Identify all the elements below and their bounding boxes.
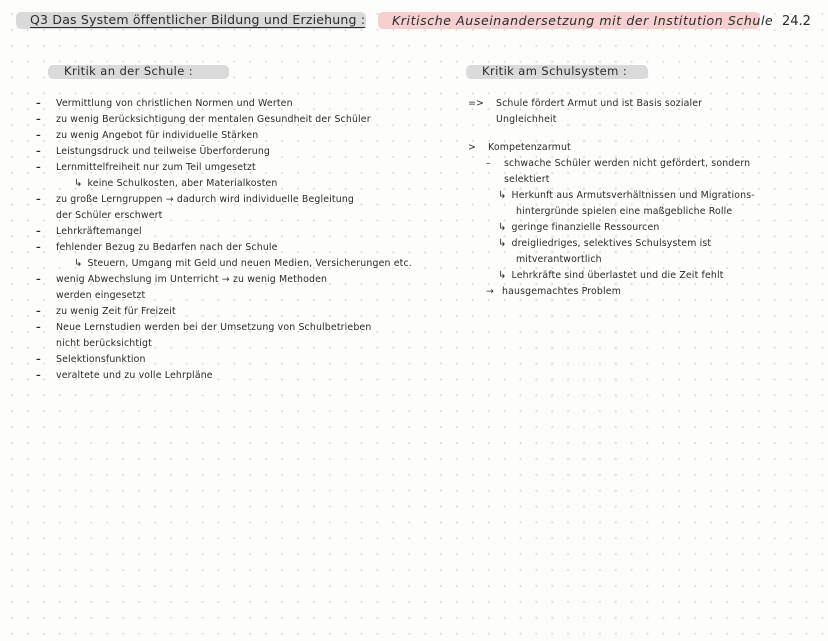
list-item: – zu wenig Berücksichtigung der mentalen Gesundheit der Schüler	[36, 114, 371, 125]
list-subitem: ↳ keine Schulkosten, aber Materialkosten	[74, 178, 278, 189]
arrow-right-icon: →	[486, 286, 495, 297]
intro-line: => Schule fördert Armut und ist Basis sozialer	[468, 96, 818, 112]
conclusion-line: → hausgemachtes Problem	[468, 284, 818, 300]
list-item: – zu große Lerngruppen → dadurch wird individuelle Begleitung	[36, 194, 355, 205]
page-date: 24.2	[782, 14, 811, 29]
page-topic: Kritische Auseinandersetzung mit der Institution Schule	[392, 13, 774, 28]
return-arrow-icon: ↳	[498, 222, 507, 233]
detail-item: ↳ geringe finanzielle Ressourcen	[498, 222, 660, 233]
sub-point-continuation: selektiert	[504, 174, 550, 185]
list-continuation: der Schüler erschwert	[56, 210, 163, 221]
list-item: – Leistungsdruck und teilweise Überforderung	[36, 146, 271, 157]
return-arrow-icon: ↳	[74, 178, 83, 189]
list-item: – Neue Lernstudien werden bei der Umsetzung von Schulbetrieben	[36, 322, 372, 333]
list-item: – zu wenig Zeit für Freizeit	[36, 306, 176, 317]
detail-continuation: mitverantwortlich	[516, 254, 602, 265]
double-arrow-icon: =>	[468, 98, 485, 109]
detail-item: ↳ dreigliedriges, selektives Schulsystem ist	[498, 238, 712, 249]
list-item: – Lernmittelfreiheit nur zum Teil umgesetzt	[36, 162, 256, 173]
list-continuation: nicht berücksichtigt	[56, 338, 152, 349]
page-title: Q3 Das System öffentlicher Bildung und Erziehung :	[30, 12, 366, 27]
list-subitem: ↳ Steuern, Umgang mit Geld und neuen Medien, Versicherungen etc.	[74, 258, 412, 269]
right-critique-list	[468, 96, 818, 300]
sub-point-line: – schwache Schüler werden nicht gefördert, sondern	[486, 158, 751, 169]
list-item: – Lehrkräftemangel	[36, 226, 142, 237]
point-line: > Kompetenzarmut	[468, 140, 818, 156]
return-arrow-icon: ↳	[498, 190, 507, 201]
chevron-right-icon: >	[468, 142, 477, 153]
detail-item: ↳ Herkunft aus Armutsverhältnissen und Migrations-	[498, 190, 755, 201]
return-arrow-icon: ↳	[498, 270, 507, 281]
spacer	[468, 128, 818, 140]
list-item: – Selektionsfunktion	[36, 354, 146, 365]
right-section-title: Kritik am Schulsystem :	[482, 64, 628, 78]
list-continuation: werden eingesetzt	[56, 290, 146, 301]
list-item: – Vermittlung von christlichen Normen und Werten	[36, 98, 293, 109]
intro-continuation: Ungleichheit	[496, 114, 557, 125]
detail-continuation: hintergründe spielen eine maßgebliche Rolle	[516, 206, 733, 217]
left-section-title: Kritik an der Schule :	[64, 64, 194, 78]
list-item: – fehlender Bezug zu Bedarfen nach der Schule	[36, 242, 278, 253]
list-item: – zu wenig Angebot für individuelle Stärken	[36, 130, 259, 141]
left-critique-list	[36, 96, 412, 384]
detail-item: ↳ Lehrkräfte sind überlastet und die Zeit fehlt	[498, 270, 724, 281]
list-item: – wenig Abwechslung im Unterricht → zu wenig Methoden	[36, 274, 328, 285]
list-item: – veraltete und zu volle Lehrpläne	[36, 370, 213, 381]
return-arrow-icon: ↳	[498, 238, 507, 249]
return-arrow-icon: ↳	[74, 258, 83, 269]
